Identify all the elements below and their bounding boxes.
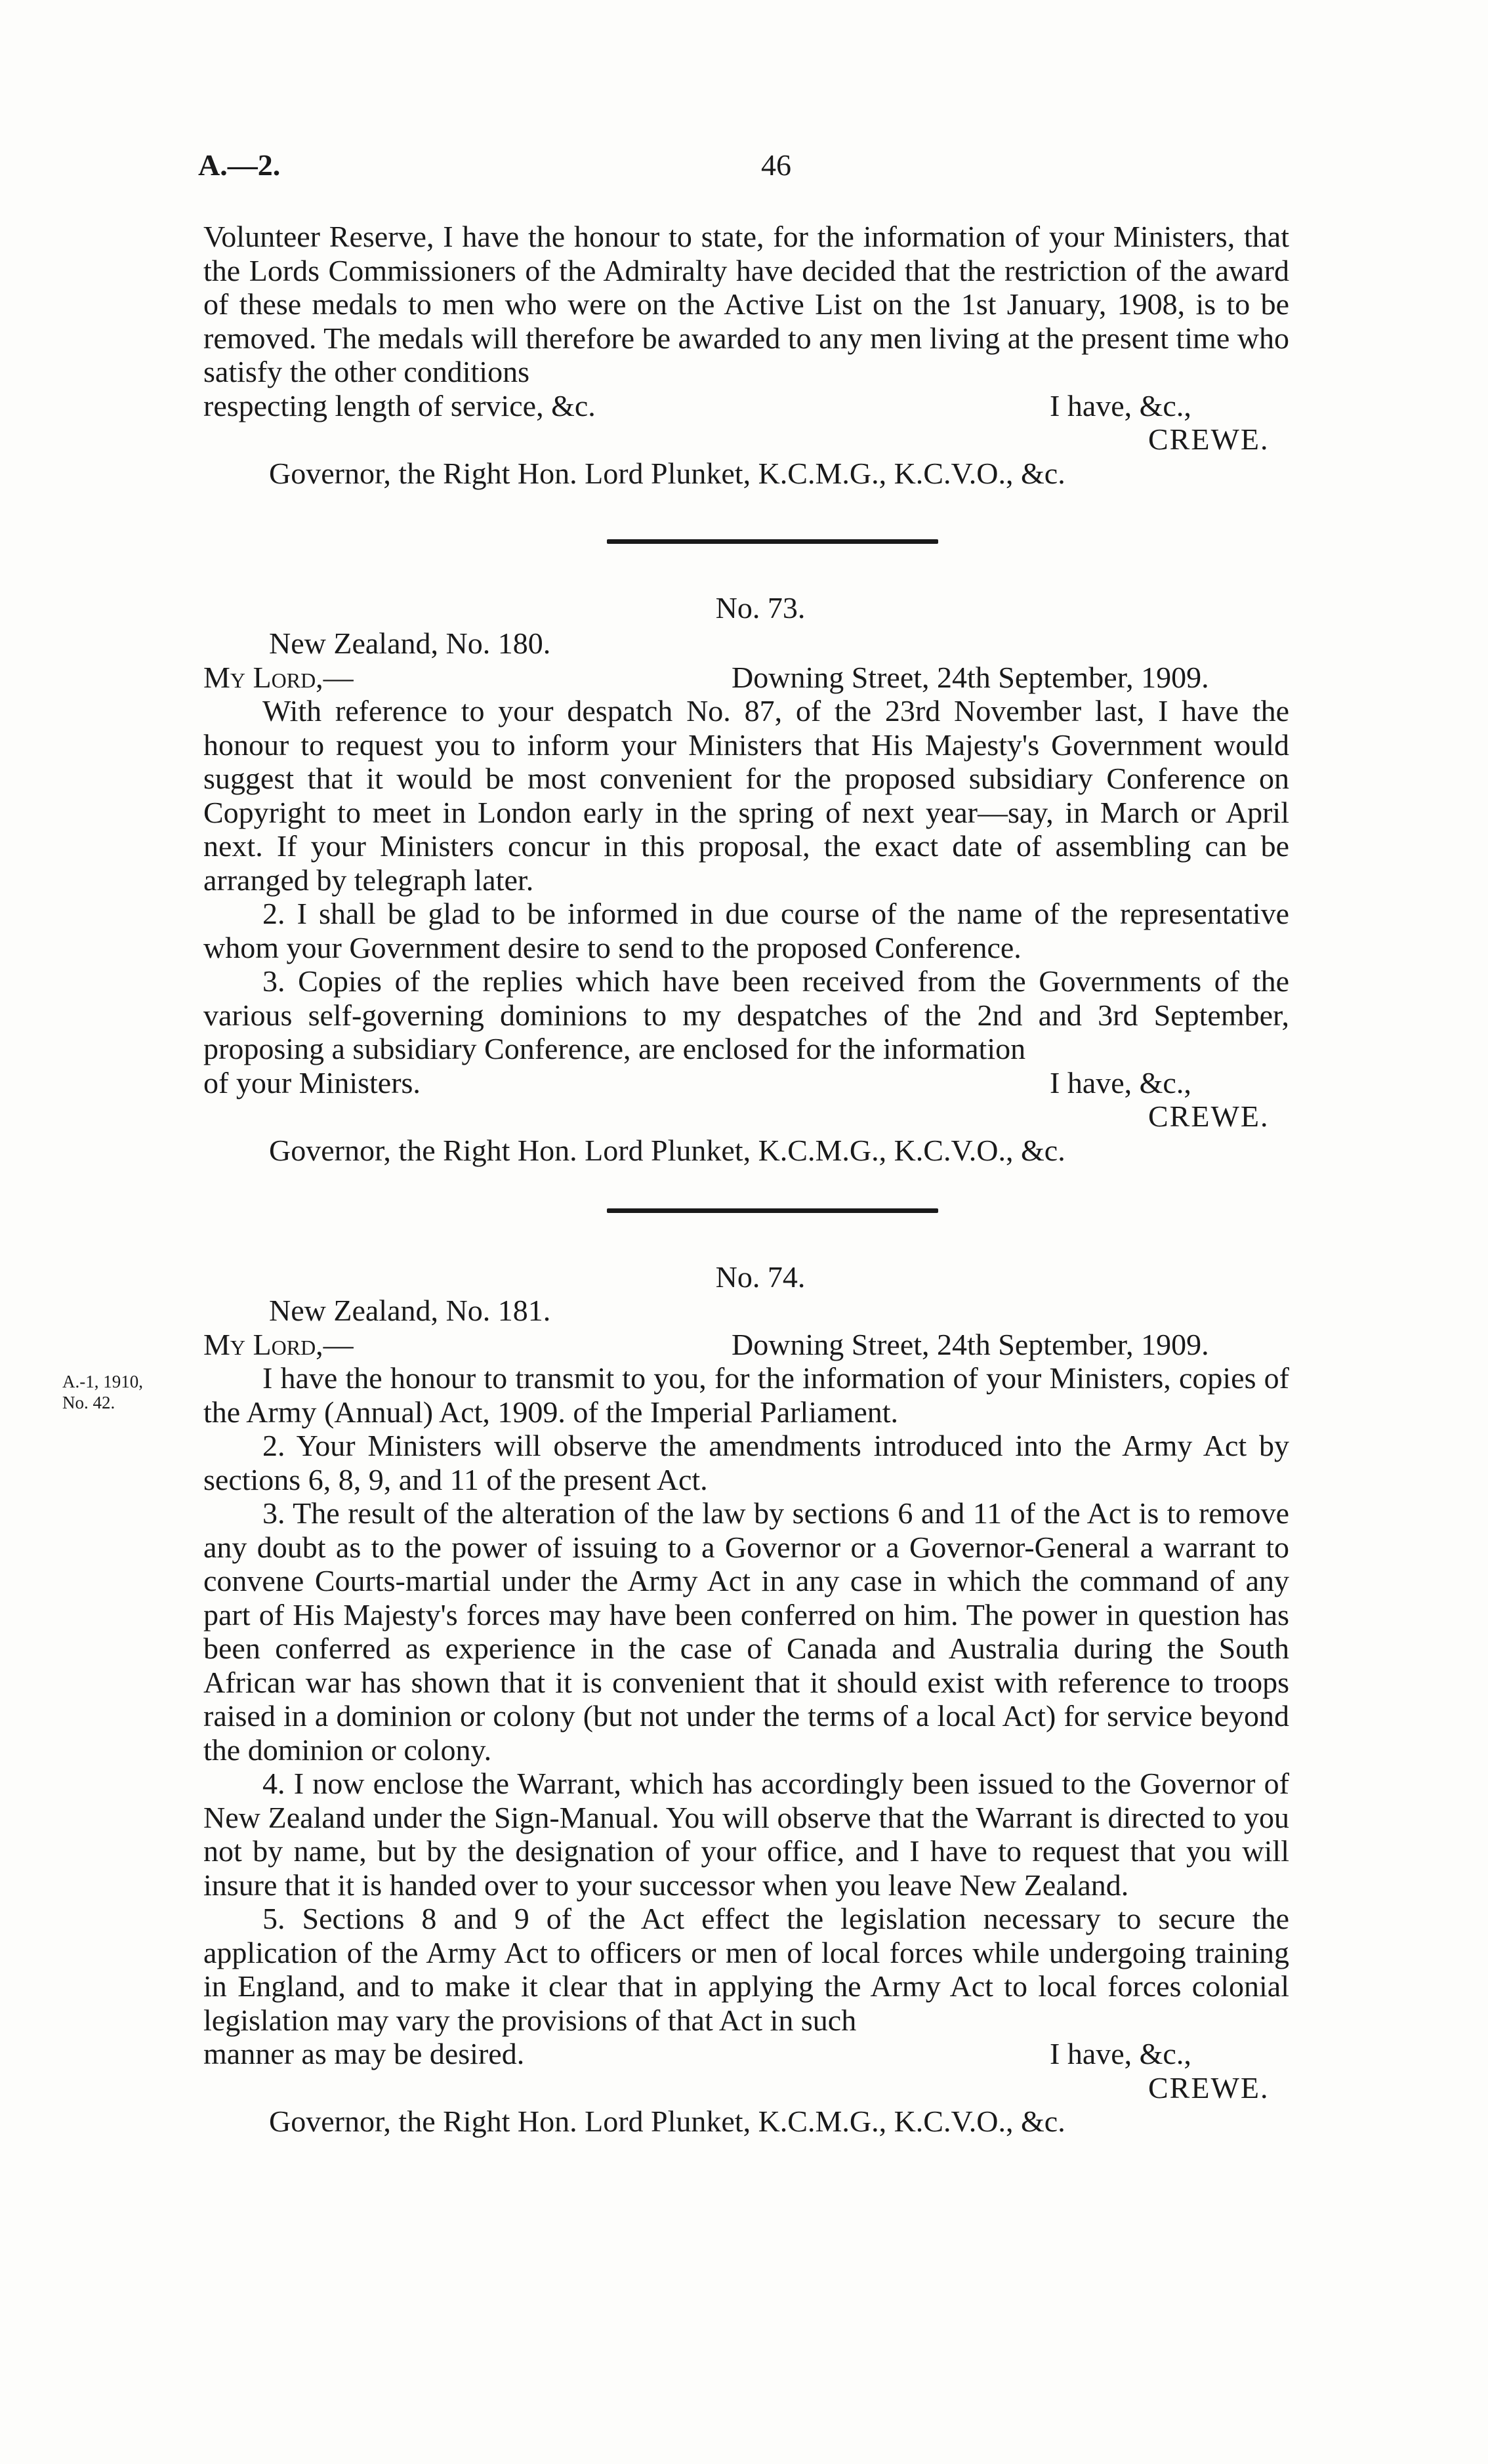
despatch-74-number-text: No. 74.	[715, 1260, 806, 1294]
despatch-73	[203, 626, 1289, 1167]
despatch-74-addressee: Governor, the Right Hon. Lord Plunket, K.C.M.G., K.C.V.O., &c.	[269, 2105, 1065, 2138]
despatch-74-reference: New Zealand, No. 181.	[269, 1294, 551, 1327]
page-number: 46	[761, 148, 791, 182]
intro-last-line: respecting length of service, &c.	[203, 388, 596, 422]
despatch-74-signature: CREWE.	[1148, 2070, 1270, 2105]
despatch-73-signature: CREWE.	[1148, 1099, 1270, 1133]
despatch-73-para-1: With reference to your despatch No. 87, of the 23rd November last, I have the honour to request you to inform your Ministers that His Majesty's Government would suggest that it would be most convenient for the proposed subsidiary Conference on Copyright to meet in London early in the spring of next year—say, in March or April next. If your Ministers concur in this proposal, the exact date of assembling can be arranged by telegraph later.	[203, 694, 1289, 897]
intro-addressee: Governor, the Right Hon. Lord Plunket, K.C.M.G., K.C.V.O., &c.	[269, 456, 1065, 490]
despatch-73-para-2: 2. I shall be glad to be informed in due course of the name of the representative whom your Government desire to send to the proposed Conference.	[203, 897, 1289, 964]
section-divider	[607, 1208, 938, 1213]
despatch-73-salutation-row	[203, 661, 1289, 695]
despatch-73-closing: I have, &c.,	[1050, 1065, 1191, 1099]
intro-closing-row	[203, 389, 1289, 423]
intro-paragraph: Volunteer Reserve, I have the honour to state, for the information of your Ministers, that the Lords Commissioners of the Admiralty have decided that the restriction of the award of these medals to men who were on the Active List on the 1st January, 1908, is to be removed. The medals will therefore be awarded to any men living at the present time who satisfy the other conditions	[203, 220, 1289, 388]
intro-closing: I have, &c.,	[1050, 388, 1191, 422]
despatch-74-closing-row	[203, 2037, 1289, 2071]
paper-reference: A.—2.	[198, 148, 281, 182]
despatch-74-salutation-row	[203, 1328, 1289, 1362]
margin-note-line: A.-1, 1910,	[62, 1372, 143, 1391]
despatch-73-para-3-last: of your Ministers.	[203, 1065, 421, 1099]
despatch-73-reference: New Zealand, No. 180.	[269, 626, 551, 660]
despatch-74-para-1: I have the honour to transmit to you, for the information of your Ministers, copies of the Army (Annual) Act, 1909. of the Imperial Parliament.	[203, 1361, 1289, 1429]
despatch-74-para-5-last: manner as may be desired.	[203, 2037, 525, 2070]
despatch-73-addressee: Governor, the Right Hon. Lord Plunket, K.C.M.G., K.C.V.O., &c.	[269, 1133, 1065, 1167]
despatch-73-number	[0, 590, 1488, 625]
despatch-74-para-3: 3. The result of the alteration of the law by sections 6 and 11 of the Act is to remove any doubt as to the power of issuing to a Governor or a Governor-General a warrant to convene Courts-martial under the Army Act in any case in which the command of any part of His Majesty's forces may have been conferred on him. The power in question has been conferred as experience in the case of Canada and Australia during the South African war has shown that it is convenient that it should exist with reference to troops raised in a dominion or colony (but not under the terms of a local Act) for service beyond the dominion or colony.	[203, 1496, 1289, 1767]
despatch-74-para-5: 5. Sections 8 and 9 of the Act effect the legislation necessary to secure the application of the Army Act to officers or men of local forces while undergoing training in England, and to make it clear that in applying the Army Act to local forces colonial legislation may vary the provisions of that Act in such	[203, 1902, 1289, 2037]
despatch-74-salutation: My Lord,—	[203, 1327, 354, 1361]
despatch-73-place-date: Downing Street, 24th September, 1909.	[732, 660, 1209, 694]
intro-section	[203, 220, 1289, 490]
despatch-74-number	[0, 1260, 1488, 1294]
despatch-73-salutation: My Lord,—	[203, 660, 354, 694]
margin-note-line: No. 42.	[62, 1393, 115, 1412]
intro-signature: CREWE.	[1148, 422, 1270, 456]
page-header	[0, 148, 1488, 187]
despatch-74-para-2: 2. Your Ministers will observe the amendments introduced into the Army Act by sections 6, 8, 9, and 11 of the present Act.	[203, 1429, 1289, 1496]
section-divider	[607, 539, 938, 544]
despatch-74-place-date: Downing Street, 24th September, 1909.	[732, 1327, 1209, 1361]
margin-note	[62, 1371, 143, 1413]
despatch-74-closing: I have, &c.,	[1050, 2037, 1191, 2070]
despatch-74	[203, 1294, 1289, 2139]
despatch-73-number-text: No. 73.	[715, 591, 806, 625]
despatch-73-para-3: 3. Copies of the replies which have been received from the Governments of the various self-governing dominions to my despatches of the 2nd and 3rd September, proposing a subsidiary Conference, are enclosed for the information	[203, 964, 1289, 1065]
despatch-74-para-4: 4. I now enclose the Warrant, which has accordingly been issued to the Governor of New Zealand under the Sign-Manual. You will observe that the Warrant is directed to you not by name, but by the designation of your office, and I have to request that you will insure that it is handed over to your successor when you leave New Zealand.	[203, 1767, 1289, 1902]
despatch-73-closing-row	[203, 1066, 1289, 1100]
